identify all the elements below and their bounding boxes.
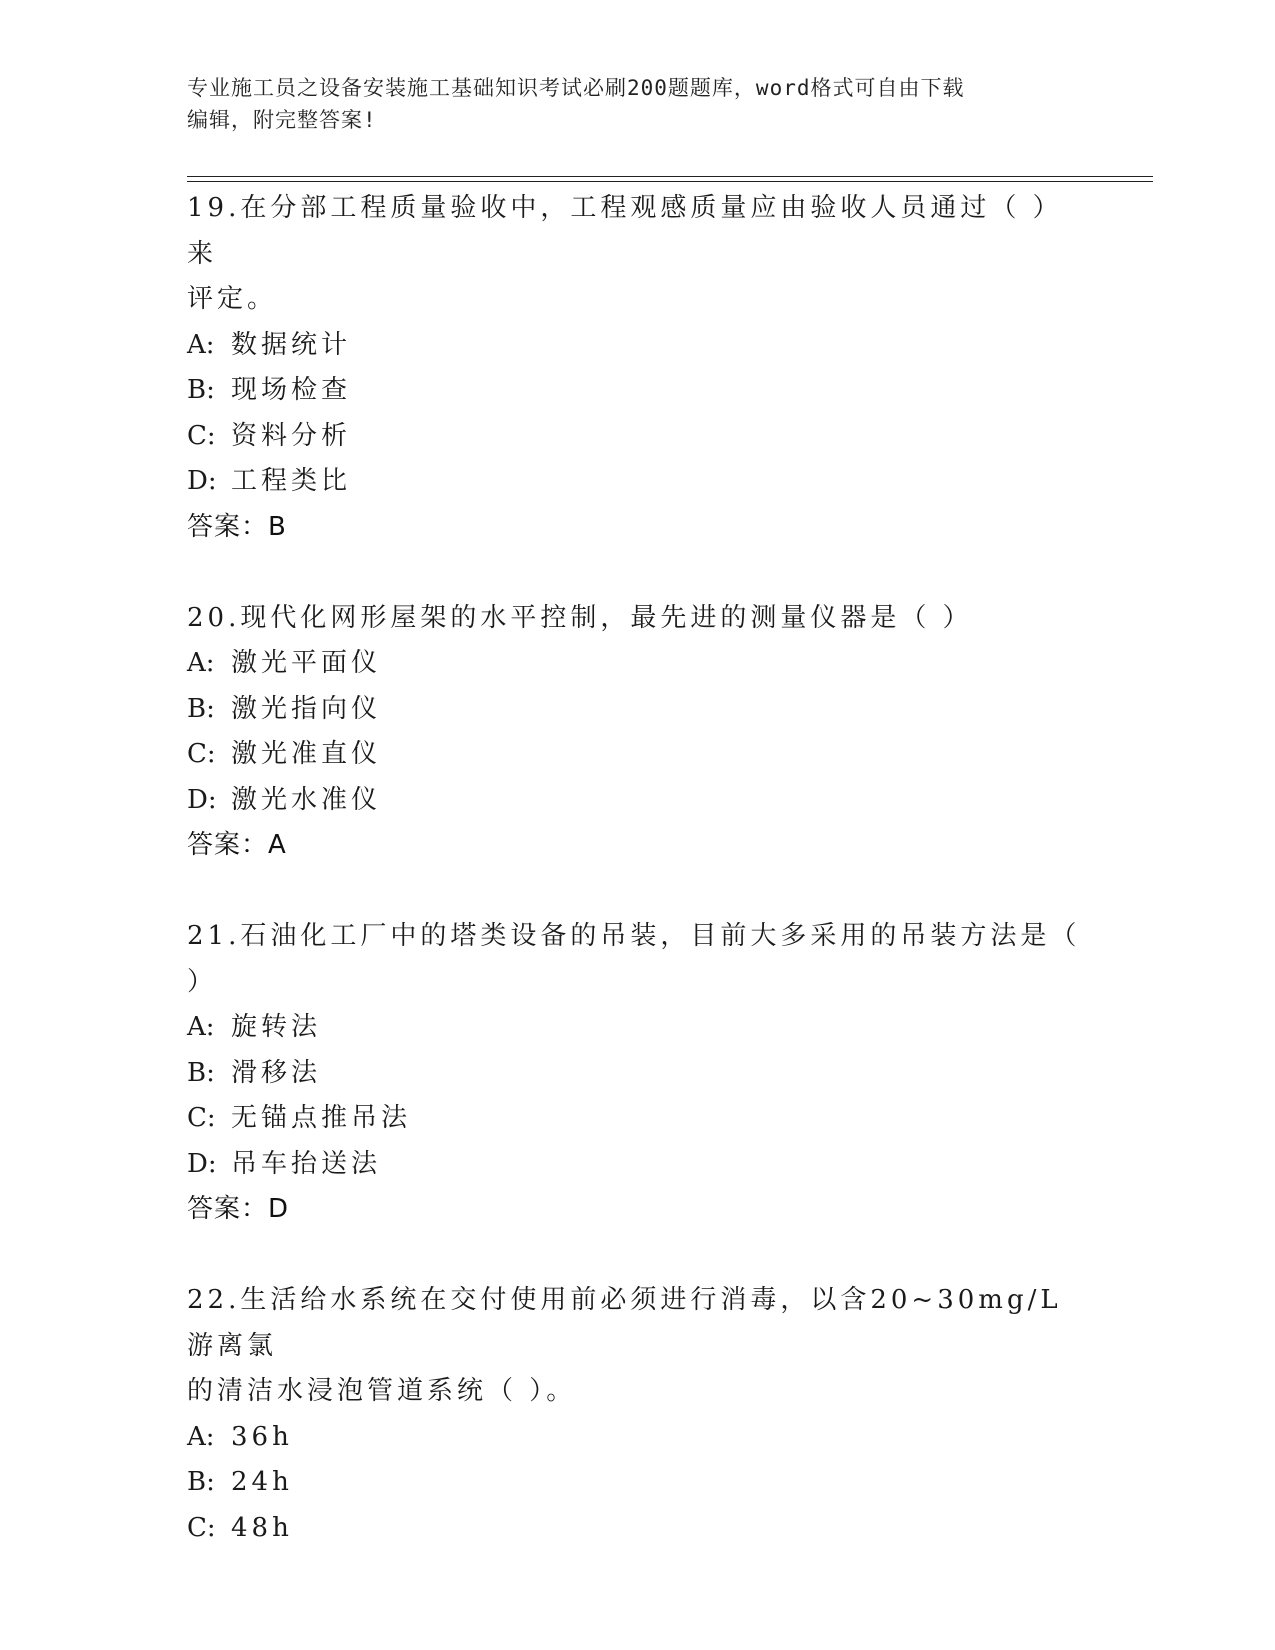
option-key: D: <box>187 784 217 815</box>
question-20 <box>187 596 1087 869</box>
option-b <box>187 1460 1087 1506</box>
question-stem-line: 的清洁水浸泡管道系统（ ）。 <box>187 1376 577 1406</box>
answer-line: 答案：D <box>187 1194 290 1224</box>
option-text: 24h <box>231 1467 293 1497</box>
option-c <box>187 732 1087 778</box>
option-key: B: <box>187 1057 215 1088</box>
option-c <box>187 1096 1087 1142</box>
option-key: C: <box>187 1512 216 1543</box>
option-b <box>187 687 1087 733</box>
question-spacer <box>187 869 1087 915</box>
option-text: 无锚点推吊法 <box>231 1103 412 1133</box>
option-text: 36h <box>231 1421 293 1452</box>
option-c <box>187 414 1087 460</box>
option-a <box>187 1415 1087 1461</box>
option-a <box>187 323 1087 369</box>
header-line-2: 编辑，附完整答案! <box>187 108 377 132</box>
option-key: A: <box>187 648 215 678</box>
question-stem-line: 21.石油化工厂中的塔类设备的吊装，目前大多采用的吊装方法是（ <box>187 921 1081 951</box>
option-key: C: <box>187 1103 216 1133</box>
option-text: 激光水准仪 <box>231 784 382 815</box>
option-text: 激光平面仪 <box>231 648 382 678</box>
option-text: 数据统计 <box>231 329 352 360</box>
option-text: 资料分析 <box>231 420 352 451</box>
option-key: D: <box>187 466 217 496</box>
option-key: B: <box>187 375 215 405</box>
option-key: B: <box>187 1467 215 1497</box>
question-stem-line: 评定。 <box>187 284 278 314</box>
option-key: D: <box>187 1148 217 1179</box>
answer-line: 答案：A <box>187 830 287 860</box>
document-header <box>187 72 1087 136</box>
option-text: 旋转法 <box>231 1012 322 1042</box>
option-a <box>187 641 1087 687</box>
option-text: 激光指向仪 <box>231 693 382 724</box>
option-key: B: <box>187 693 215 724</box>
answer-line: 答案：B <box>187 511 287 542</box>
header-line-1: 专业施工员之设备安装施工基础知识考试必刷200题题库，word格式可自由下载 <box>187 76 965 100</box>
question-list <box>187 186 1087 1551</box>
question-stem-line: 19.在分部工程质量验收中，工程观感质量应由验收人员通过（ ）来 <box>187 193 1063 269</box>
option-d <box>187 459 1087 505</box>
option-key: A: <box>187 1421 215 1452</box>
option-b <box>187 1051 1087 1097</box>
option-text: 现场检查 <box>231 375 352 405</box>
option-key: A: <box>187 1012 215 1042</box>
option-text: 激光准直仪 <box>231 739 382 769</box>
header-rule-bottom <box>187 181 1153 182</box>
question-stem-line: 20.现代化网形屋架的水平控制，最先进的测量仪器是（ ） <box>187 602 973 633</box>
option-a <box>187 1005 1087 1051</box>
option-text: 工程类比 <box>231 466 352 496</box>
question-19 <box>187 186 1087 550</box>
header-rule-top <box>187 176 1153 177</box>
question-22 <box>187 1278 1087 1551</box>
option-c <box>187 1506 1087 1552</box>
option-text: 吊车抬送法 <box>231 1148 382 1179</box>
option-text: 48h <box>231 1512 293 1543</box>
question-stem-line: 22.生活给水系统在交付使用前必须进行消毒，以含20~30mg/L游离氯 <box>187 1285 1062 1361</box>
question-spacer <box>187 1233 1087 1279</box>
option-key: C: <box>187 739 216 769</box>
option-key: A: <box>187 329 215 360</box>
option-key: C: <box>187 420 216 451</box>
question-21 <box>187 914 1087 1233</box>
question-stem-line: ） <box>187 966 218 997</box>
option-b <box>187 368 1087 414</box>
option-text: 滑移法 <box>231 1057 322 1088</box>
option-d <box>187 1142 1087 1188</box>
option-d <box>187 778 1087 824</box>
question-spacer <box>187 550 1087 596</box>
